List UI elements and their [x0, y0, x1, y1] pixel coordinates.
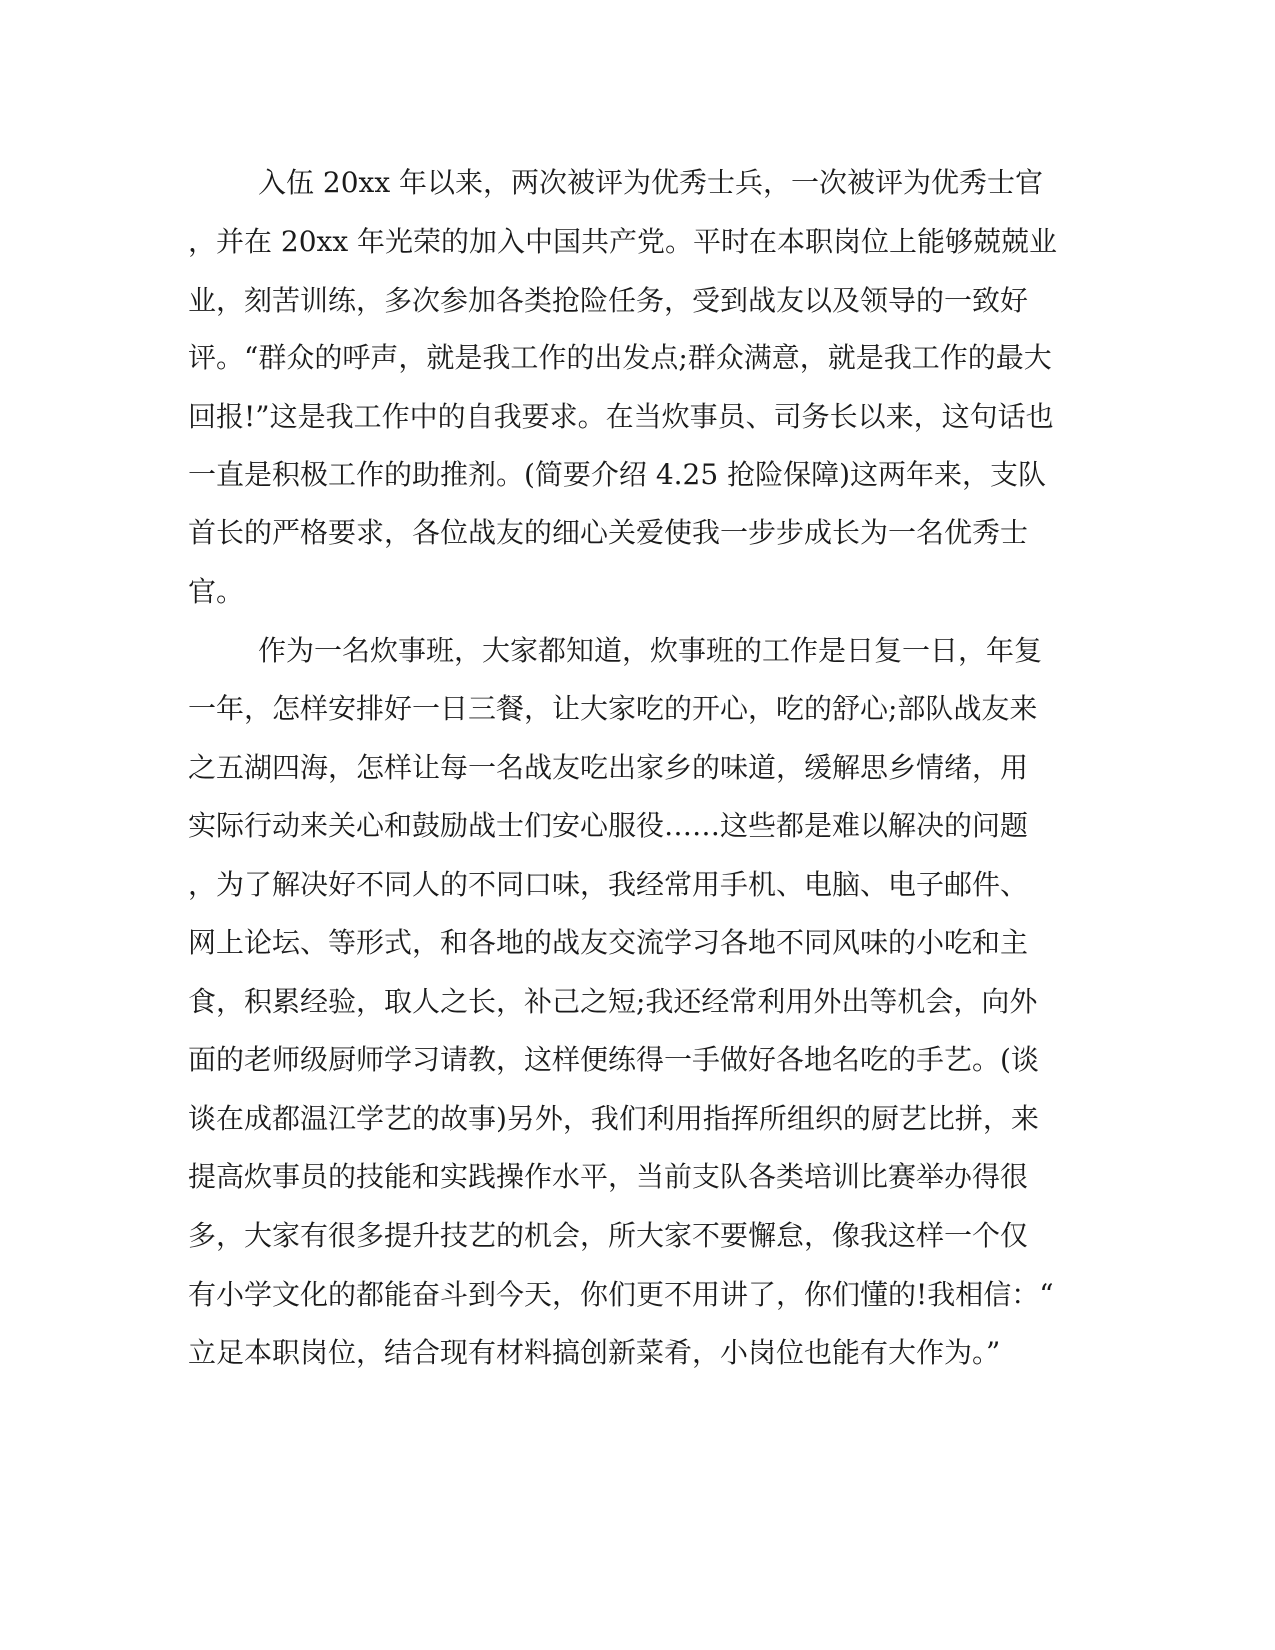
paragraph-2-line-1: 作为一名炊事班，大家都知道，炊事班的工作是日复一日，年复 [258, 634, 1043, 667]
paragraph-2-line-2: 一年，怎样安排好一日三餐，让大家吃的开心，吃的舒心;部队战友来 [188, 692, 1038, 725]
paragraph-2-line-5: ，为了解决好不同人的不同口味，我经常用手机、电脑、电子邮件、 [188, 868, 1029, 901]
paragraph-1-line-1: 入伍 20xx 年以来，两次被评为优秀士兵，一次被评为优秀士官 [258, 166, 1044, 199]
paragraph-2-line-9: 谈在成都温江学艺的故事)另外，我们利用指挥所组织的厨艺比拼，来 [188, 1102, 1039, 1135]
paragraph-2-line-11: 多，大家有很多提升技艺的机会，所大家不要懈怠，像我这样一个仅 [188, 1219, 1029, 1252]
paragraph-2-line-8: 面的老师级厨师学习请教，这样便练得一手做好各地名吃的手艺。(谈 [188, 1043, 1039, 1076]
paragraph-2-line-10: 提高炊事员的技能和实践操作水平，当前支队各类培训比赛举办得很 [188, 1160, 1029, 1193]
paragraph-1-line-5: 回报!”这是我工作中的自我要求。在当炊事员、司务长以来，这句话也 [188, 400, 1054, 433]
paragraph-2-line-4: 实际行动来关心和鼓励战士们安心服役……这些都是难以解决的问题 [188, 809, 1029, 842]
paragraph-1-line-2: ，并在 20xx 年光荣的加入中国共产党。平时在本职岗位上能够兢兢业 [188, 225, 1058, 258]
paragraph-2-line-6: 网上论坛、等形式，和各地的战友交流学习各地不同风味的小吃和主 [188, 926, 1029, 959]
paragraph-2-line-12: 有小学文化的都能奋斗到今天，你们更不用讲了，你们懂的!我相信：“ [188, 1278, 1054, 1311]
paragraph-1-line-6: 一直是积极工作的助推剂。(简要介绍 4.25 抢险保障)这两年来，支队 [188, 458, 1046, 491]
paragraph-1-line-8: 官。 [188, 575, 245, 608]
paragraph-2-line-7: 食，积累经验，取人之长，补己之短;我还经常利用外出等机会，向外 [188, 985, 1038, 1018]
paragraph-2-line-13: 立足本职岗位，结合现有材料搞创新菜肴，小岗位也能有大作为。” [188, 1336, 1001, 1369]
paragraph-1-line-7: 首长的严格要求，各位战友的细心关爱使我一步步成长为一名优秀士 [188, 516, 1029, 549]
paragraph-1-line-3: 业，刻苦训练，多次参加各类抢险任务，受到战友以及领导的一致好 [188, 284, 1029, 317]
paragraph-1-line-4: 评。“群众的呼声，就是我工作的出发点;群众满意，就是我工作的最大 [188, 341, 1052, 374]
paragraph-2-line-3: 之五湖四海，怎样让每一名战友吃出家乡的味道，缓解思乡情绪，用 [188, 751, 1029, 784]
